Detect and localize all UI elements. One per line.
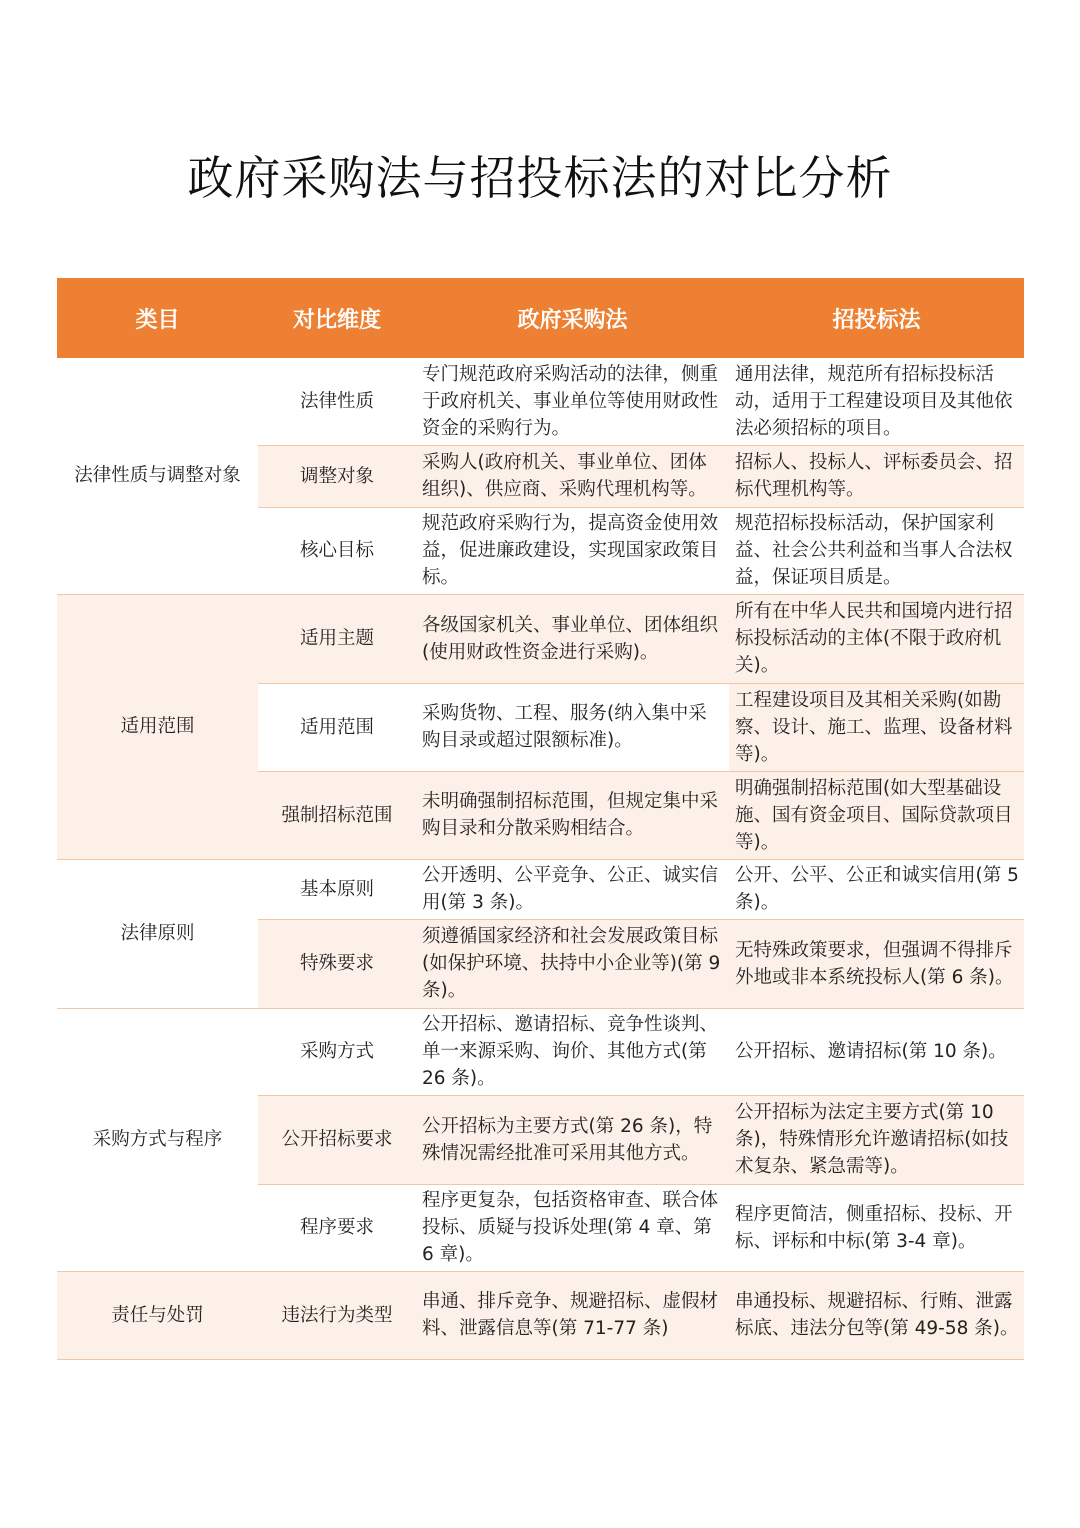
category-cell: 法律原则: [57, 859, 258, 1008]
category-cell: 采购方式与程序: [57, 1008, 258, 1271]
category-cell: 责任与处罚: [57, 1271, 258, 1359]
gov-law-cell: 各级国家机关、事业单位、团体组织(使用财政性资金进行采购)。: [416, 594, 729, 683]
bidding-law-cell: 明确强制招标范围(如大型基础设施、国有资金项目、国际贷款项目等)。: [729, 771, 1024, 859]
gov-law-cell: 公开招标为主要方式(第 26 条)，特殊情况需经批准可采用其他方式。: [416, 1095, 729, 1184]
bidding-law-cell: 招标人、投标人、评标委员会、招标代理机构等。: [729, 445, 1024, 507]
bidding-law-cell: 通用法律，规范所有招标投标活动，适用于工程建设项目及其他依法必须招标的项目。: [729, 358, 1024, 445]
bidding-law-cell: 规范招标投标活动，保护国家利益、社会公共利益和当事人合法权益，保证项目质是。: [729, 507, 1024, 594]
header-gov-procurement-law: 政府采购法: [416, 278, 729, 358]
bidding-law-cell: 工程建设项目及其相关采购(如勘察、设计、施工、监理、设备材料等)。: [729, 683, 1024, 771]
table-row: [57, 1271, 1024, 1359]
gov-law-cell: 专门规范政府采购活动的法律，侧重于政府机关、事业单位等使用财政性资金的采购行为。: [416, 358, 729, 445]
dimension-cell: 基本原则: [258, 859, 416, 919]
dimension-cell: 适用主题: [258, 594, 416, 683]
table-row: [57, 594, 1024, 683]
dimension-cell: 特殊要求: [258, 919, 416, 1008]
bidding-law-cell: 程序更简洁，侧重招标、投标、开标、评标和中标(第 3-4 章)。: [729, 1184, 1024, 1271]
bidding-law-cell: 公开、公平、公正和诚实信用(第 5 条)。: [729, 859, 1024, 919]
dimension-cell: 法律性质: [258, 358, 416, 445]
table-row: [57, 1008, 1024, 1095]
page-title: 政府采购法与招投标法的对比分析: [187, 151, 893, 205]
gov-law-cell: 串通、排斥竞争、规避招标、虚假材料、泄露信息等(第 71-77 条): [416, 1271, 729, 1359]
bidding-law-cell: 公开招标、邀请招标(第 10 条)。: [729, 1008, 1024, 1095]
table-row: [57, 859, 1024, 919]
bidding-law-cell: 公开招标为法定主要方式(第 10 条)，特殊情形允许邀请招标(如技术复杂、紧急需等)。: [729, 1095, 1024, 1184]
bidding-law-cell: 所有在中华人民共和国境内进行招标投标活动的主体(不限于政府机关)。: [729, 594, 1024, 683]
gov-law-cell: 未明确强制招标范围，但规定集中采购目录和分散采购相结合。: [416, 771, 729, 859]
category-cell: 适用范围: [57, 594, 258, 859]
dimension-cell: 公开招标要求: [258, 1095, 416, 1184]
header-dimension: 对比维度: [258, 278, 416, 358]
category-cell: 法律性质与调整对象: [57, 358, 258, 594]
gov-law-cell: 程序更复杂，包括资格审查、联合体投标、质疑与投诉处理(第 4 章、第 6 章)。: [416, 1184, 729, 1271]
table-header-row: [57, 278, 1024, 358]
table-row: [57, 358, 1024, 445]
dimension-cell: 程序要求: [258, 1184, 416, 1271]
header-category: 类目: [57, 278, 258, 358]
dimension-cell: 调整对象: [258, 445, 416, 507]
comparison-table: [57, 278, 1024, 1360]
header-bidding-law: 招投标法: [729, 278, 1024, 358]
dimension-cell: 强制招标范围: [258, 771, 416, 859]
gov-law-cell: 采购人(政府机关、事业单位、团体组织)、供应商、采购代理机构等。: [416, 445, 729, 507]
dimension-cell: 违法行为类型: [258, 1271, 416, 1359]
gov-law-cell: 公开透明、公平竞争、公正、诚实信用(第 3 条)。: [416, 859, 729, 919]
gov-law-cell: 公开招标、邀请招标、竞争性谈判、单一来源采购、询价、其他方式(第 26 条)。: [416, 1008, 729, 1095]
gov-law-cell: 规范政府采购行为，提高资金使用效益，促进廉政建设，实现国家政策目标。: [416, 507, 729, 594]
gov-law-cell: 须遵循国家经济和社会发展政策目标(如保护环境、扶持中小企业等)(第 9 条)。: [416, 919, 729, 1008]
bidding-law-cell: 无特殊政策要求，但强调不得排斥外地或非本系统投标人(第 6 条)。: [729, 919, 1024, 1008]
dimension-cell: 核心目标: [258, 507, 416, 594]
dimension-cell: 采购方式: [258, 1008, 416, 1095]
bidding-law-cell: 串通投标、规避招标、行贿、泄露标底、违法分包等(第 49-58 条)。: [729, 1271, 1024, 1359]
dimension-cell: 适用范围: [258, 683, 416, 771]
gov-law-cell: 采购货物、工程、服务(纳入集中采购目录或超过限额标准)。: [416, 683, 729, 771]
